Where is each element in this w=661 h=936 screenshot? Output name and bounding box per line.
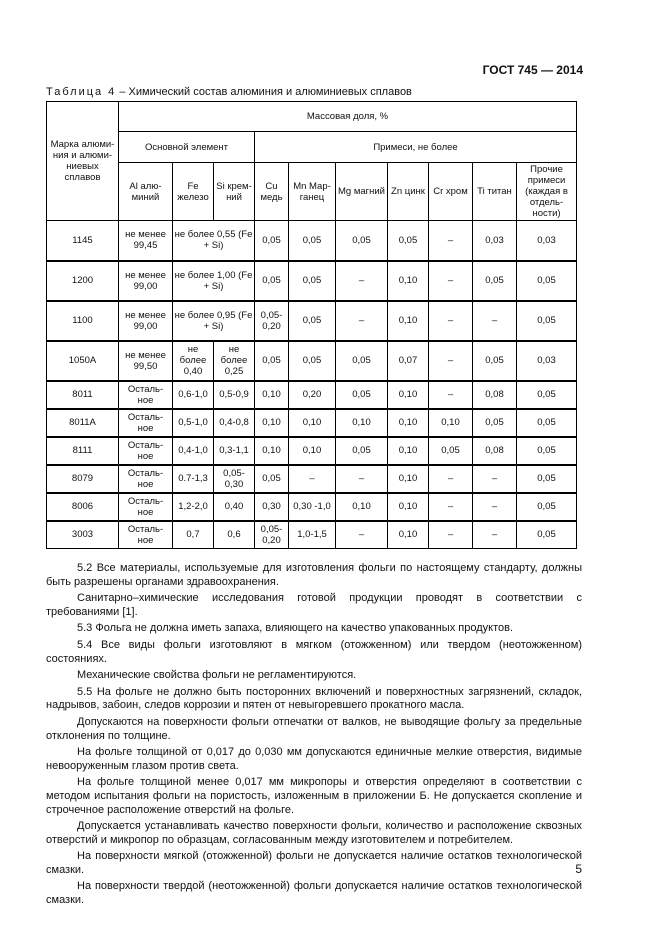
- column-header-cu: Cu медь: [255, 163, 289, 221]
- cell-other: 0,05: [517, 521, 577, 549]
- cell-si: 0,40: [214, 493, 255, 521]
- cell-cu: 0,05: [255, 221, 289, 261]
- cell-mn: 0,05: [289, 341, 336, 381]
- paragraph: На поверхности твердой (неотожженной) фольги допускается наличие остатков технологической смазки.: [46, 880, 582, 907]
- cell-other: 0,05: [517, 381, 577, 409]
- cell-other: 0,05: [517, 465, 577, 493]
- cell-mn: 0,20: [289, 381, 336, 409]
- cell-al: не менее 99,50: [119, 341, 173, 381]
- cell-zn: 0,10: [388, 465, 429, 493]
- cell-other: 0,05: [517, 493, 577, 521]
- cell-zn: 0,10: [388, 493, 429, 521]
- cell-si: не более 0,25: [214, 341, 255, 381]
- cell-grade: 8111: [47, 437, 119, 465]
- paragraph: 5.5 На фольге не должно быть посторонних включений и поверхностных загрязнений, складок, надрывов, забоин, следов коррозии и пятен от невыгоревшего прокатного масла.: [46, 685, 582, 712]
- cell-grade: 8011: [47, 381, 119, 409]
- cell-cr: –: [429, 341, 473, 381]
- cell-al: не менее 99,00: [119, 301, 173, 341]
- column-header-si: Si крем-ний: [214, 163, 255, 221]
- table-row: [47, 221, 577, 261]
- cell-cr: –: [429, 465, 473, 493]
- cell-other: 0,05: [517, 437, 577, 465]
- table-row: [47, 341, 577, 381]
- cell-cr: 0,05: [429, 437, 473, 465]
- cell-cr: –: [429, 221, 473, 261]
- cell-mg: 0,10: [336, 493, 388, 521]
- cell-mn: 0,10: [289, 437, 336, 465]
- cell-cr: –: [429, 261, 473, 301]
- cell-cu: 0,05: [255, 465, 289, 493]
- cell-al: Осталь-ное: [119, 521, 173, 549]
- cell-fe-si: не более 0,55 (Fe + Si): [173, 221, 255, 261]
- cell-mg: 0,10: [336, 409, 388, 437]
- table-row: [47, 465, 577, 493]
- cell-ti: 0,03: [473, 221, 517, 261]
- cell-mn: 0,30 -1,0: [289, 493, 336, 521]
- cell-cu: 0,30: [255, 493, 289, 521]
- cell-fe-si: не более 1,00 (Fe + Si): [173, 261, 255, 301]
- table-row: [47, 521, 577, 549]
- cell-cu: 0,10: [255, 409, 289, 437]
- cell-cu: 0,05- 0,20: [255, 521, 289, 549]
- cell-cr: 0,10: [429, 409, 473, 437]
- column-header-cr: Cr хром: [429, 163, 473, 221]
- cell-other: 0,05: [517, 409, 577, 437]
- cell-cu: 0,10: [255, 437, 289, 465]
- mass-fraction-header: Массовая доля, %: [119, 102, 577, 132]
- cell-si: 0,5-0,9: [214, 381, 255, 409]
- cell-ti: 0,05: [473, 261, 517, 301]
- paragraph: Санитарно–химические исследования готовой продукции проводят в соответствии с требованиями [1].: [46, 592, 582, 618]
- cell-fe-si: не более 0,95 (Fe + Si): [173, 301, 255, 341]
- cell-ti: –: [473, 465, 517, 493]
- table-row: [47, 261, 577, 301]
- cell-other: 0,05: [517, 261, 577, 301]
- cell-mn: 0,05: [289, 221, 336, 261]
- cell-fe: 0,5-1,0: [173, 409, 214, 437]
- cell-zn: 0,07: [388, 341, 429, 381]
- table-caption-label: Таблица 4: [46, 86, 117, 98]
- cell-zn: 0,10: [388, 409, 429, 437]
- table-row: [47, 493, 577, 521]
- table-row: [47, 437, 577, 465]
- cell-mg: 0,05: [336, 437, 388, 465]
- impurities-header: Примеси, не более: [255, 132, 577, 163]
- cell-cu: 0,05- 0,20: [255, 301, 289, 341]
- cell-zn: 0,10: [388, 301, 429, 341]
- cell-ti: –: [473, 493, 517, 521]
- cell-ti: –: [473, 521, 517, 549]
- cell-al: не менее 99,45: [119, 221, 173, 261]
- cell-mg: –: [336, 465, 388, 493]
- cell-ti: 0,08: [473, 437, 517, 465]
- cell-grade: 8079: [47, 465, 119, 493]
- main-element-header: Основной элемент: [119, 132, 255, 163]
- cell-mg: –: [336, 301, 388, 341]
- cell-grade: 1100: [47, 301, 119, 341]
- body-text: [46, 562, 582, 911]
- table-row: [47, 301, 577, 341]
- paragraph: Механические свойства фольги не регламентируются.: [77, 669, 357, 682]
- cell-fe: 0.7-1,3: [173, 465, 214, 493]
- cell-mn: 0,05: [289, 261, 336, 301]
- cell-fe: 1,2-2,0: [173, 493, 214, 521]
- cell-zn: 0,10: [388, 381, 429, 409]
- cell-other: 0,05: [517, 301, 577, 341]
- cell-al: Осталь-ное: [119, 381, 173, 409]
- cell-mg: –: [336, 521, 388, 549]
- column-header-other: Прочие примеси (каждая в отдель-ности): [517, 163, 577, 221]
- grade-header: Марка алюми-ния и алюми-ниевых сплавов: [47, 102, 119, 221]
- cell-cu: 0,05: [255, 261, 289, 301]
- table-caption-text: – Химический состав алюминия и алюминиевых сплавов: [116, 86, 412, 98]
- table-row: [47, 381, 577, 409]
- document-code: ГОСТ 745 — 2014: [482, 63, 583, 77]
- cell-cu: 0,05: [255, 341, 289, 381]
- cell-grade: 1145: [47, 221, 119, 261]
- paragraph: Допускается устанавливать качество поверхности фольги, количество и расположение сквозных отверстий и микропор по образцам, согласованным между изготовителем и потребителем.: [46, 820, 582, 846]
- cell-si: 0,3-1,1: [214, 437, 255, 465]
- paragraph: 5.4 Все виды фольги изготовляют в мягком (отожженном) или твердом (неотожженном) состояниях.: [46, 638, 582, 665]
- cell-ti: 0,05: [473, 409, 517, 437]
- column-header-fe: Fe железо: [173, 163, 214, 221]
- cell-mg: 0,05: [336, 381, 388, 409]
- column-header-mn: Mn Мар-ганец: [289, 163, 336, 221]
- cell-si: 0,4-0,8: [214, 409, 255, 437]
- cell-mg: 0,05: [336, 341, 388, 381]
- cell-fe: 0,6-1,0: [173, 381, 214, 409]
- paragraph: 5.2 Все материалы, используемые для изготовления фольги по настоящему стандарту, должны быть разрешены органами здравоохранения.: [46, 562, 582, 588]
- column-header-ti: Ti титан: [473, 163, 517, 221]
- cell-al: Осталь-ное: [119, 409, 173, 437]
- chemical-composition-table: [46, 101, 577, 549]
- table-row: [47, 409, 577, 437]
- cell-cu: 0,10: [255, 381, 289, 409]
- paragraph: Допускаются на поверхности фольги отпечатки от валков, не выводящие фольгу за предельные отклонения по толщине.: [46, 715, 582, 742]
- cell-fe: 0,4-1,0: [173, 437, 214, 465]
- cell-zn: 0,10: [388, 261, 429, 301]
- cell-ti: 0,08: [473, 381, 517, 409]
- cell-ti: –: [473, 301, 517, 341]
- cell-al: Осталь-ное: [119, 437, 173, 465]
- cell-mn: 1,0-1,5: [289, 521, 336, 549]
- cell-cr: –: [429, 301, 473, 341]
- cell-zn: 0,10: [388, 521, 429, 549]
- cell-other: 0,03: [517, 341, 577, 381]
- paragraph: 5.3 Фольга не должна иметь запаха, влияющего на качество упакованных продуктов.: [77, 622, 513, 635]
- cell-al: Осталь-ное: [119, 465, 173, 493]
- cell-cr: –: [429, 521, 473, 549]
- cell-zn: 0,05: [388, 221, 429, 261]
- cell-grade: 1050A: [47, 341, 119, 381]
- cell-mg: 0,05: [336, 221, 388, 261]
- paragraph: На фольге толщиной менее 0,017 мм микропоры и отверстия определяют в соответствии с методом испытания фольги на пористость, изложенным в приложении Б. Не допускается скопление и строчечное расположение отверстий на фольге.: [46, 776, 582, 816]
- paragraph: На фольге толщиной от 0,017 до 0,030 мм допускаются единичные мелкие отверстия, видимые невооруженным глазом против света.: [46, 746, 582, 772]
- cell-cr: –: [429, 493, 473, 521]
- paragraph: На поверхности мягкой (отожженной) фольги не допускается наличие остатков технологической смазки.: [46, 850, 582, 876]
- cell-al: не менее 99,00: [119, 261, 173, 301]
- column-header-al: Al алю-миний: [119, 163, 173, 221]
- column-header-mg: Mg магний: [336, 163, 388, 221]
- cell-grade: 8006: [47, 493, 119, 521]
- cell-grade: 3003: [47, 521, 119, 549]
- cell-ti: 0,05: [473, 341, 517, 381]
- cell-fe: 0,7: [173, 521, 214, 549]
- cell-mn: 0,10: [289, 409, 336, 437]
- column-header-zn: Zn цинк: [388, 163, 429, 221]
- page-number: 5: [575, 862, 582, 876]
- cell-other: 0,03: [517, 221, 577, 261]
- cell-mn: 0,05: [289, 301, 336, 341]
- cell-zn: 0,10: [388, 437, 429, 465]
- cell-mg: –: [336, 261, 388, 301]
- cell-al: Осталь-ное: [119, 493, 173, 521]
- cell-cr: –: [429, 381, 473, 409]
- cell-si: 0,05- 0,30: [214, 465, 255, 493]
- cell-grade: 8011A: [47, 409, 119, 437]
- cell-fe: не более 0,40: [173, 341, 214, 381]
- cell-mn: –: [289, 465, 336, 493]
- cell-grade: 1200: [47, 261, 119, 301]
- table-caption: [46, 86, 412, 98]
- cell-si: 0,6: [214, 521, 255, 549]
